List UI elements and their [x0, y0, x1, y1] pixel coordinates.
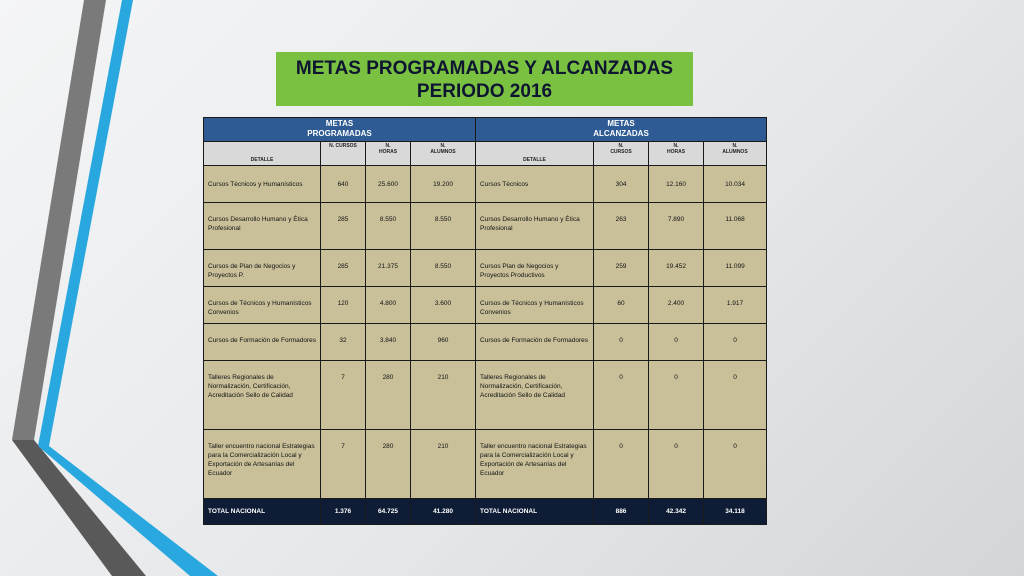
table-row — [204, 166, 767, 203]
total-prog-alumnos: 41.280 — [411, 499, 476, 525]
col-header-alc-alumnos-line1: N. — [732, 143, 738, 149]
table-row — [204, 287, 767, 324]
row-prog-horas: 4.800 — [366, 287, 411, 324]
total-alc-horas: 42.342 — [649, 499, 704, 525]
total-alc-alumnos: 34.118 — [704, 499, 767, 525]
row-prog-detalle: Cursos Técnicos y Humanísticos — [204, 166, 321, 203]
row-alc-alumnos: 0 — [704, 324, 767, 361]
col-header-prog-horas-line2: HORAS — [378, 149, 398, 155]
col-header-alc-cursos — [594, 142, 649, 166]
row-alc-detalle: Cursos de Formación de Formadores — [476, 324, 594, 361]
title-line-2: PERIODO 2016 — [416, 81, 553, 102]
row-prog-alumnos: 960 — [411, 324, 476, 361]
row-alc-alumnos: 11.068 — [704, 203, 767, 250]
slide-title — [276, 52, 693, 106]
row-prog-horas: 25.600 — [366, 166, 411, 203]
row-prog-cursos: 285 — [321, 203, 366, 250]
row-alc-cursos: 0 — [594, 430, 649, 499]
row-alc-cursos: 60 — [594, 287, 649, 324]
group-header-row — [204, 118, 767, 142]
total-prog-cursos: 1.376 — [321, 499, 366, 525]
col-header-alc-horas — [649, 142, 704, 166]
col-header-prog-cursos: N. CURSOS — [321, 142, 366, 166]
row-alc-detalle: Cursos Técnicos — [476, 166, 594, 203]
col-header-alc-alumnos-line2: ALUMNOS — [722, 149, 748, 155]
row-prog-cursos: 32 — [321, 324, 366, 361]
row-alc-horas: 0 — [649, 430, 704, 499]
row-prog-detalle: Cursos de Técnicos y Humanísticos Convenios — [204, 287, 321, 324]
table-row — [204, 324, 767, 361]
row-alc-cursos: 304 — [594, 166, 649, 203]
col-header-prog-detalle: DETALLE — [204, 142, 321, 166]
row-prog-horas: 280 — [366, 430, 411, 499]
group-programadas-line2: PROGRAMADAS — [307, 129, 372, 138]
table-row — [204, 203, 767, 250]
total-alc-cursos: 886 — [594, 499, 649, 525]
row-prog-cursos: 640 — [321, 166, 366, 203]
row-prog-cursos: 7 — [321, 361, 366, 430]
row-alc-cursos: 0 — [594, 361, 649, 430]
col-header-prog-alumnos-line1: N. — [440, 143, 446, 149]
row-alc-alumnos: 1.917 — [704, 287, 767, 324]
col-header-prog-horas-line1: N. — [385, 143, 391, 149]
table-row — [204, 361, 767, 430]
group-alcanzadas-line1: METAS — [607, 119, 635, 128]
col-header-alc-horas-line1: N. — [673, 143, 679, 149]
row-prog-cursos: 120 — [321, 287, 366, 324]
row-alc-detalle: Cursos de Técnicos y Humanísticos Convenios — [476, 287, 594, 324]
row-alc-cursos: 263 — [594, 203, 649, 250]
row-alc-alumnos: 0 — [704, 361, 767, 430]
col-header-alc-cursos-line2: CURSOS — [610, 149, 632, 155]
row-prog-horas: 3.840 — [366, 324, 411, 361]
col-header-prog-alumnos-line2: ALUMNOS — [430, 149, 456, 155]
col-header-prog-alumnos — [411, 142, 476, 166]
total-alc-label: TOTAL NACIONAL — [476, 499, 594, 525]
row-prog-alumnos: 19.200 — [411, 166, 476, 203]
table-row — [204, 430, 767, 499]
group-programadas-line1: METAS — [325, 119, 354, 128]
col-header-alc-horas-line2: HORAS — [666, 149, 686, 155]
row-prog-detalle: Cursos de Plan de Negocios y Proyectos P. — [204, 250, 321, 287]
row-alc-horas: 0 — [649, 324, 704, 361]
row-prog-alumnos: 8.550 — [411, 203, 476, 250]
row-alc-alumnos: 11.099 — [704, 250, 767, 287]
group-alcanzadas-line2: ALCANZADAS — [593, 129, 649, 138]
col-header-alc-detalle: DETALLE — [476, 142, 594, 166]
row-alc-horas: 12.160 — [649, 166, 704, 203]
total-row — [204, 499, 767, 525]
row-prog-alumnos: 3.600 — [411, 287, 476, 324]
row-alc-cursos: 259 — [594, 250, 649, 287]
row-prog-alumnos: 210 — [411, 361, 476, 430]
row-prog-horas: 280 — [366, 361, 411, 430]
row-alc-detalle: Cursos Plan de Negocios y Proyectos Productivos — [476, 250, 594, 287]
row-prog-detalle: Cursos de Formación de Formadores — [204, 324, 321, 361]
row-prog-horas: 21.375 — [366, 250, 411, 287]
row-alc-horas: 0 — [649, 361, 704, 430]
col-header-alc-cursos-line1: N. — [618, 143, 624, 149]
total-prog-horas: 64.725 — [366, 499, 411, 525]
group-header-programadas — [204, 118, 476, 142]
col-header-alc-alumnos — [704, 142, 767, 166]
row-alc-horas: 7.890 — [649, 203, 704, 250]
table-row — [204, 250, 767, 287]
row-alc-detalle: Cursos Desarrollo Humano y Ética Profesional — [476, 203, 594, 250]
row-prog-detalle: Cursos Desarrollo Humano y Ética Profesional — [204, 203, 321, 250]
row-prog-horas: 8.550 — [366, 203, 411, 250]
row-alc-alumnos: 0 — [704, 430, 767, 499]
row-alc-detalle: Taller encuentro nacional Estrategias para la Comercialización Local y Exportación de Artesanías del Ecuador — [476, 430, 594, 499]
row-prog-alumnos: 210 — [411, 430, 476, 499]
row-alc-cursos: 0 — [594, 324, 649, 361]
sub-header-row — [204, 142, 767, 166]
row-prog-alumnos: 8.550 — [411, 250, 476, 287]
row-prog-detalle: Taller encuentro nacional Estrategias para la Comercialización Local y Exportación de Artesanías del Ecuador — [204, 430, 321, 499]
title-line-1: METAS PROGRAMADAS Y ALCANZADAS — [295, 58, 674, 79]
row-prog-cursos: 7 — [321, 430, 366, 499]
row-alc-horas: 2.400 — [649, 287, 704, 324]
row-alc-horas: 19.452 — [649, 250, 704, 287]
row-alc-alumnos: 10.034 — [704, 166, 767, 203]
row-prog-cursos: 285 — [321, 250, 366, 287]
group-header-alcanzadas — [476, 118, 767, 142]
row-prog-detalle: Talleres Regionales de Normalización, Certificación, Acreditación Sello de Calidad — [204, 361, 321, 430]
metas-table — [203, 117, 767, 525]
col-header-prog-horas — [366, 142, 411, 166]
row-alc-detalle: Talleres Regionales de Normalización, Certificación, Acreditación Sello de Calidad — [476, 361, 594, 430]
total-prog-label: TOTAL NACIONAL — [204, 499, 321, 525]
